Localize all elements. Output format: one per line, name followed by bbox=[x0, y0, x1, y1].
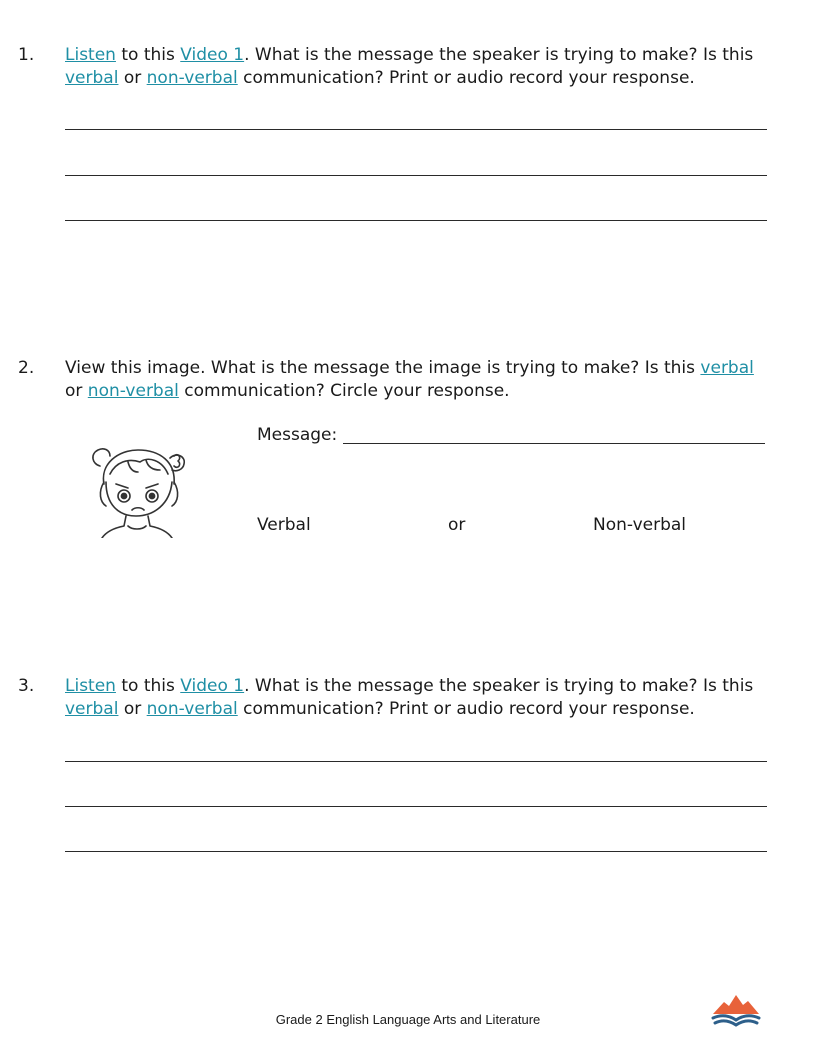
answer-line[interactable] bbox=[65, 175, 767, 176]
listen-link[interactable]: Listen bbox=[65, 45, 116, 65]
text-run: to this bbox=[115, 676, 181, 696]
text-run: . What is the message the speaker is trying to make? Is this bbox=[244, 45, 754, 65]
question-text bbox=[65, 357, 775, 402]
message-label: Message: bbox=[257, 425, 338, 445]
text-run: or bbox=[65, 380, 88, 401]
choice-verbal[interactable]: Verbal bbox=[257, 515, 311, 535]
choice-non-verbal[interactable]: Non-verbal bbox=[593, 515, 687, 535]
answer-line[interactable] bbox=[65, 761, 767, 762]
answer-line[interactable] bbox=[65, 129, 767, 130]
video-1-link[interactable]: Video 1 bbox=[180, 676, 245, 696]
answer-line[interactable] bbox=[65, 851, 767, 852]
answer-line[interactable] bbox=[65, 806, 767, 807]
question-text bbox=[65, 675, 775, 720]
mountain-book-logo bbox=[710, 992, 762, 1028]
text-run: communication? Circle your response. bbox=[178, 380, 510, 401]
text-run: View this image. What is the message the image is trying to make? Is this bbox=[65, 358, 701, 378]
question-number: 2. bbox=[18, 358, 35, 378]
question-1 bbox=[18, 44, 778, 89]
question-3 bbox=[18, 675, 778, 720]
verbal-link[interactable]: verbal bbox=[65, 698, 119, 719]
verbal-link[interactable]: verbal bbox=[700, 358, 754, 378]
footer-text: Grade 2 English Language Arts and Literature bbox=[275, 1012, 541, 1027]
text-run: communication? Print or audio record your response. bbox=[237, 67, 695, 88]
text-run: . What is the message the speaker is trying to make? Is this bbox=[244, 676, 754, 696]
text-run: or bbox=[118, 67, 147, 88]
question-number: 1. bbox=[18, 45, 35, 65]
question-text bbox=[65, 44, 775, 89]
message-answer-line[interactable] bbox=[343, 443, 765, 444]
non-verbal-link[interactable]: non-verbal bbox=[146, 698, 238, 719]
verbal-link[interactable]: verbal bbox=[65, 67, 119, 88]
answer-line[interactable] bbox=[65, 220, 767, 221]
text-run: to this bbox=[115, 45, 181, 65]
choice-or: or bbox=[448, 515, 466, 535]
question-number: 3. bbox=[18, 676, 35, 696]
non-verbal-link[interactable]: non-verbal bbox=[146, 67, 238, 88]
non-verbal-link[interactable]: non-verbal bbox=[87, 380, 179, 401]
text-run: or bbox=[118, 698, 147, 719]
question-2 bbox=[18, 357, 778, 402]
frowning-girl-illustration bbox=[88, 444, 190, 538]
text-run: communication? Print or audio record your response. bbox=[237, 698, 695, 719]
listen-link[interactable]: Listen bbox=[65, 676, 116, 696]
video-1-link[interactable]: Video 1 bbox=[180, 45, 245, 65]
